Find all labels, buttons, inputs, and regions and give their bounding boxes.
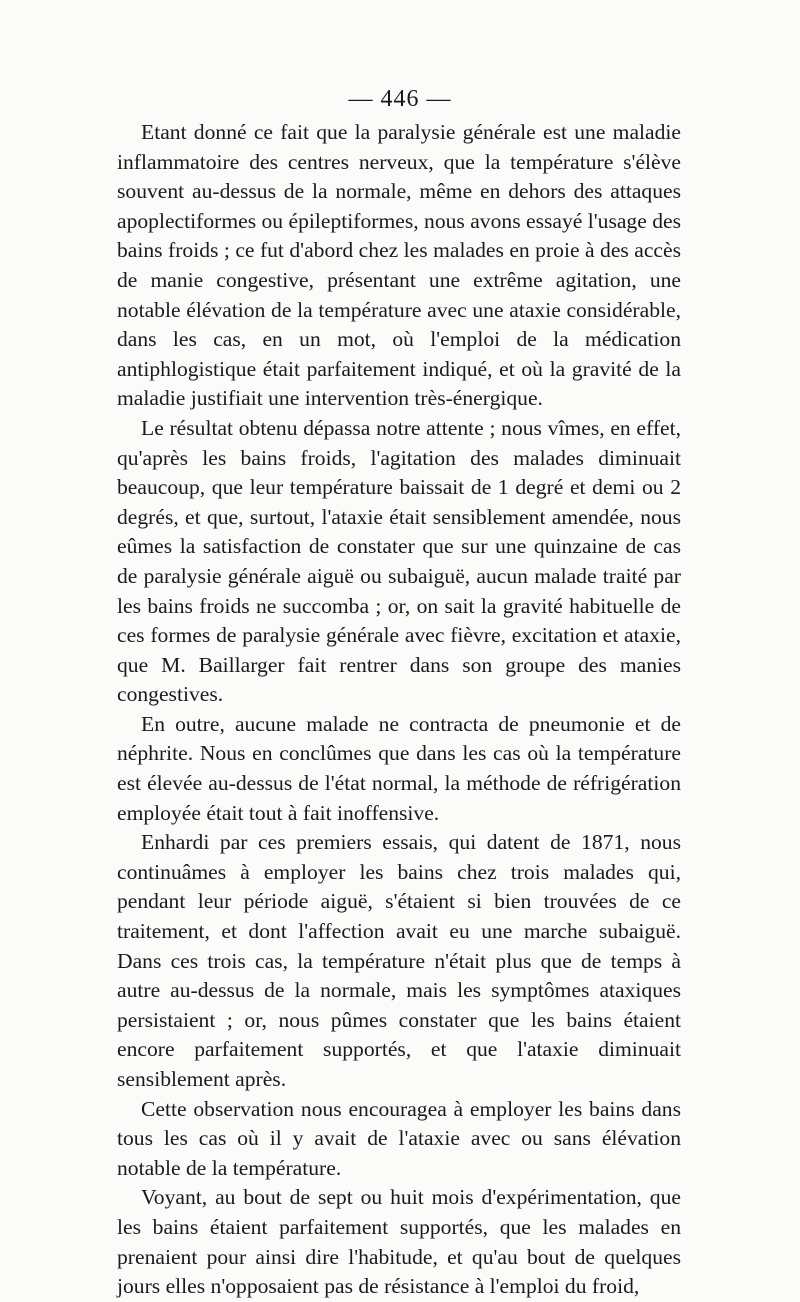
page-number: — 446 —: [348, 86, 452, 112]
paragraph-1: Etant donné ce fait que la paralysie générale est une maladie inflammatoire des centres nerveux, que la température s'élève souvent au-dessus de la normale, même en dehors des attaques apoplectiformes ou épileptiformes, nous avons essayé l'usage des bains froids ; ce fut d'abord chez les malades en proie à des accès de manie congestive, présentant une extrême agitation, une notable élévation de la température avec une ataxie considérable, dans les cas, en un mot, où l'emploi de la médication antiphlogistique était parfaitement indiqué, et où la gravité de la maladie justifiait une intervention très-énergique.: [117, 120, 681, 411]
paragraph-5: Cette observation nous encouragea à employer les bains dans tous les cas où il y avait de l'ataxie avec ou sans élévation notable de la température.: [117, 1096, 681, 1180]
paragraph-4: Enhardi par ces premiers essais, qui datent de 1871, nous continuâmes à employer les bains chez trois malades qui, pendant leur période aiguë, s'étaient si bien trouvées de ce traitement, et dont l'affection avait eu une marche subaiguë. Dans ces trois cas, la température n'était plus que de temps à autre au-dessus de la normale, mais les symptômes ataxiques persistaient ; or, nous pûmes constater que les bains étaient encore parfaitement supportés, et que l'ataxie diminuait sensiblement après.: [117, 830, 681, 1091]
paragraph-2: Le résultat obtenu dépassa notre attente ; nous vîmes, en effet, qu'après les bains froids, l'agitation des malades diminuait beaucoup, que leur température baissait de 1 degré et demi ou 2 degrés, et que, surtout, l'ataxie était sensiblement amendée, nous eûmes la satisfaction de constater que sur une quinzaine de cas de paralysie générale aiguë ou subaiguë, aucun malade traité par les bains froids ne succomba ; or, on sait la gravité habituelle de ces formes de paralysie générale avec fièvre, excitation et ataxie, que M. Baillarger fait rentrer dans son groupe des manies congestives.: [117, 415, 681, 707]
paragraph-6: Voyant, au bout de sept ou huit mois d'expérimentation, que les bains étaient parfaitement supportés, que les malades en prenaient pour ainsi dire l'habitude, et qu'au bout de quelques jours elles n'opposaient pas de résistance à l'emploi du froid,: [117, 1185, 681, 1299]
body-text: [117, 118, 681, 1302]
paragraph-3: En outre, aucune malade ne contracta de pneumonie et de néphrite. Nous en conclûmes que dans les cas où la température est élevée au-dessus de l'état normal, la méthode de réfrigération employée était tout à fait inoffensive.: [117, 711, 681, 825]
